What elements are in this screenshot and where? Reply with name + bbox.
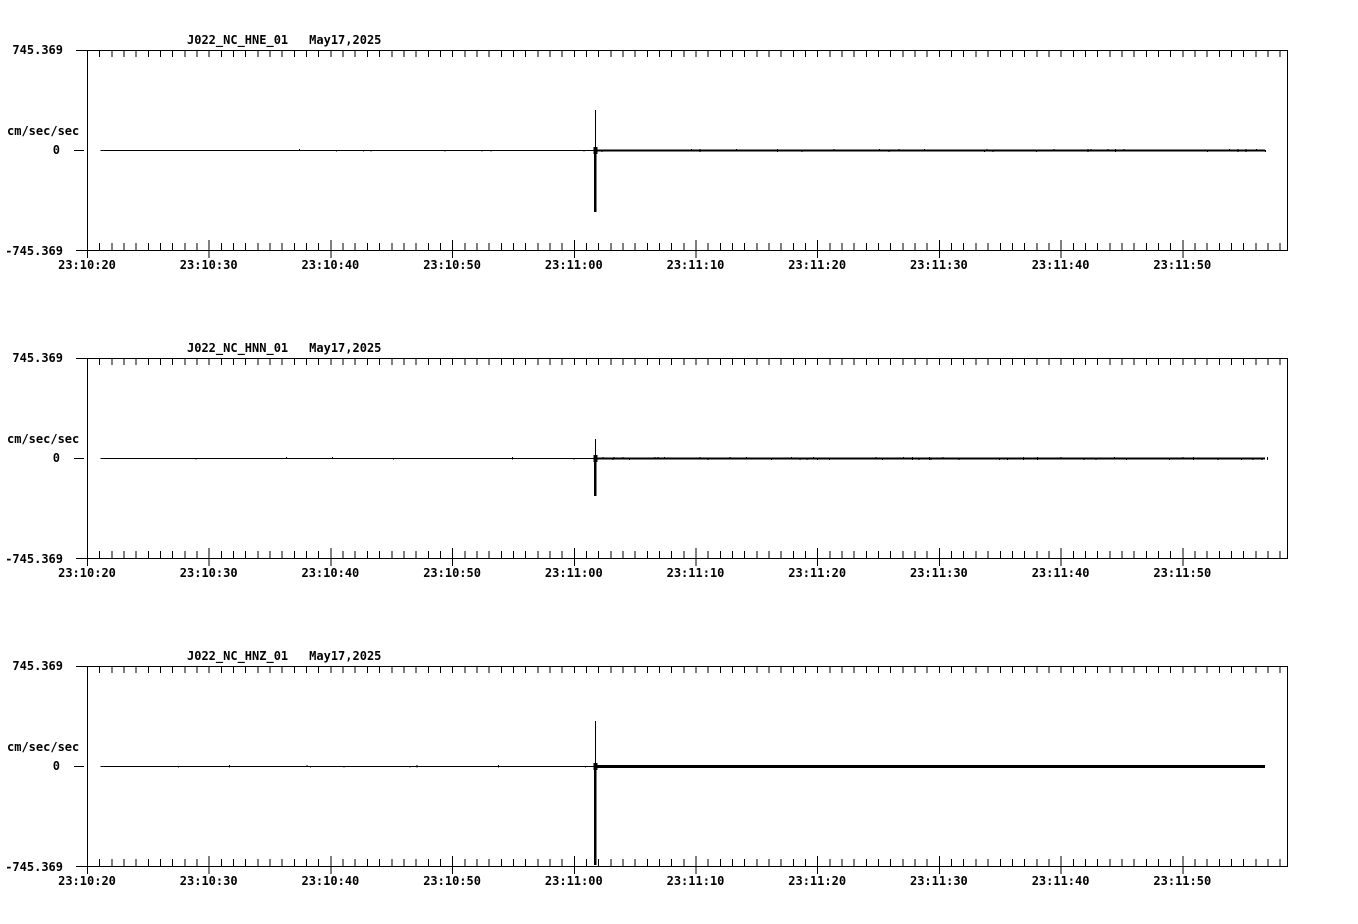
panel-title-row bbox=[187, 649, 381, 663]
y-zero-label: 0 bbox=[52, 451, 60, 465]
x-tick-label: 23:10:30 bbox=[179, 566, 238, 580]
x-tick-label: 23:10:50 bbox=[423, 258, 481, 272]
x-tick-label: 23:11:00 bbox=[544, 874, 603, 888]
x-tick-label: 23:11:10 bbox=[666, 258, 725, 272]
x-tick-label: 23:11:10 bbox=[666, 566, 725, 580]
panel-title: J022_NC_HNZ_01 bbox=[187, 649, 289, 663]
x-tick-label: 23:10:20 bbox=[58, 874, 116, 888]
x-tick-label: 23:11:40 bbox=[1031, 874, 1090, 888]
x-tick-label: 23:11:00 bbox=[544, 258, 603, 272]
y-units-label: cm/sec/sec bbox=[7, 740, 80, 754]
x-tick-label: 23:11:50 bbox=[1153, 258, 1212, 272]
y-min-label: -745.369 bbox=[5, 552, 63, 566]
y-min-label: -745.369 bbox=[5, 244, 63, 258]
x-tick-label: 23:10:30 bbox=[179, 258, 238, 272]
panel-date: May17,2025 bbox=[309, 649, 382, 663]
y-units-label: cm/sec/sec bbox=[7, 124, 80, 138]
x-tick-label: 23:11:30 bbox=[909, 566, 968, 580]
y-max-label: 745.369 bbox=[12, 659, 63, 673]
y-max-label: 745.369 bbox=[12, 351, 63, 365]
x-tick-label: 23:11:00 bbox=[544, 566, 603, 580]
x-tick-label: 23:11:10 bbox=[666, 874, 725, 888]
x-tick-label: 23:11:20 bbox=[788, 258, 847, 272]
x-tick-label: 23:11:30 bbox=[909, 874, 968, 888]
x-tick-label: 23:10:20 bbox=[58, 258, 116, 272]
y-zero-label: 0 bbox=[52, 143, 60, 157]
panel-title: J022_NC_HNE_01 bbox=[187, 33, 289, 47]
y-min-label: -745.369 bbox=[5, 860, 63, 874]
x-tick-label: 23:10:40 bbox=[301, 258, 360, 272]
y-max-label: 745.369 bbox=[12, 43, 63, 57]
x-tick-label: 23:11:40 bbox=[1031, 566, 1090, 580]
x-tick-label: 23:10:40 bbox=[301, 874, 360, 888]
x-tick-label: 23:10:50 bbox=[423, 874, 481, 888]
panel-title-row bbox=[187, 33, 381, 47]
x-tick-label: 23:11:50 bbox=[1153, 874, 1212, 888]
x-tick-label: 23:10:20 bbox=[58, 566, 116, 580]
x-tick-label: 23:10:30 bbox=[179, 874, 238, 888]
x-tick-label: 23:11:20 bbox=[788, 566, 847, 580]
x-tick-label: 23:11:40 bbox=[1031, 258, 1090, 272]
x-tick-label: 23:11:20 bbox=[788, 874, 847, 888]
x-tick-label: 23:10:40 bbox=[301, 566, 360, 580]
panel-date: May17,2025 bbox=[309, 33, 382, 47]
x-tick-label: 23:11:30 bbox=[909, 258, 968, 272]
x-tick-label: 23:10:50 bbox=[423, 566, 481, 580]
panel-title-row bbox=[187, 341, 381, 355]
y-units-label: cm/sec/sec bbox=[7, 432, 80, 446]
y-zero-label: 0 bbox=[52, 759, 60, 773]
panel-title: J022_NC_HNN_01 bbox=[187, 341, 289, 355]
panel-date: May17,2025 bbox=[309, 341, 382, 355]
x-tick-label: 23:11:50 bbox=[1153, 566, 1212, 580]
